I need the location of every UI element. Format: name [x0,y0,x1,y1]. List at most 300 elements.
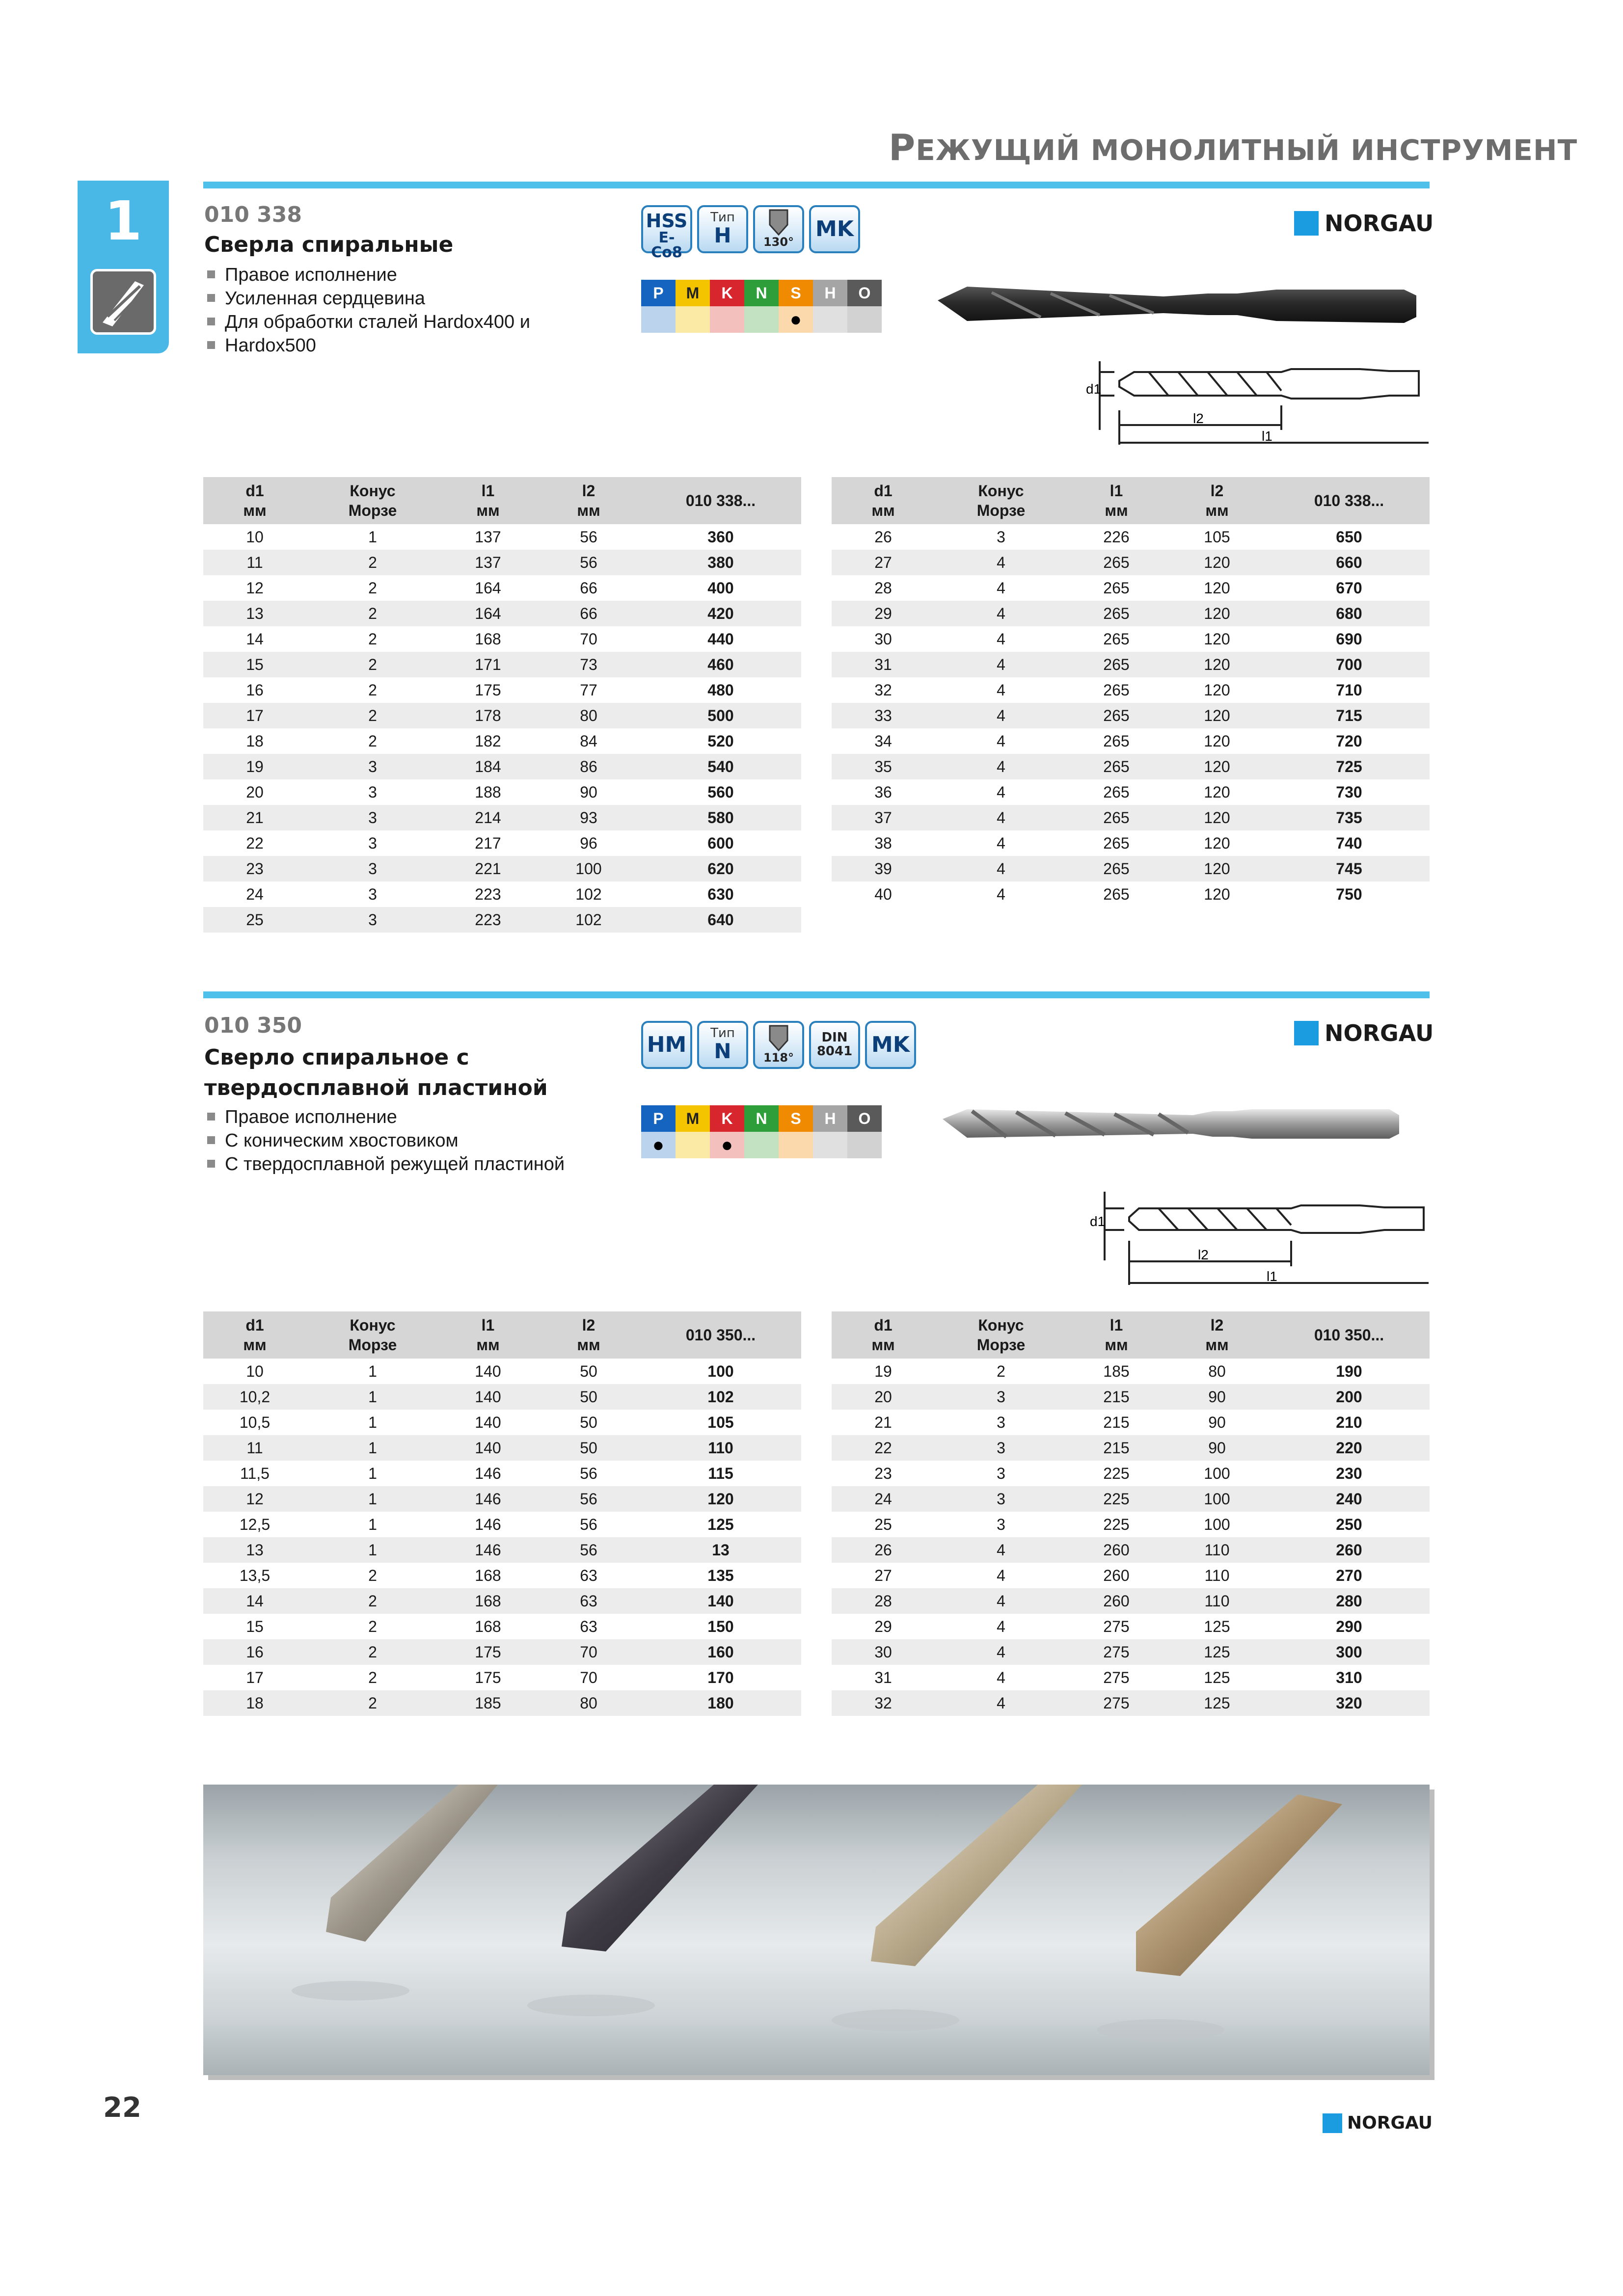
brand-square-icon [1323,2113,1342,2133]
cone-cell: 4 [997,885,1005,903]
l1-cell: 265 [1103,732,1130,750]
article-cell: 260 [1269,1537,1430,1563]
cone-cell: 1 [368,1464,377,1482]
d1-cell: 29 [832,601,935,626]
l1-cell: 137 [439,550,537,575]
l1-cell: 265 [1067,754,1165,779]
spec-table-right: d1 мм Конус Морзе l1 мм l2 мм 010 338... 26 3 226 105 650 27 4 265 120 660 28 4 265 120 670 29 4 265 120 680 30 4 265 120 690 31 4 265 120 700 32 4 265 120 710 33 4 265 120 715 34 4 265 120 720 35 4 265 120 725 36 4 265 120 730 37 4 265 120 735 38 4 265 120 740 39 4 265 120 745 40 4 265 120 750 [832,477,1430,907]
l2-cell: 125 [1204,1617,1230,1635]
iso-material-table [641,1105,882,1158]
cone-cell: 4 [997,732,1005,750]
article-cell: 520 [707,732,734,750]
l2-cell: 125 [1165,1690,1269,1716]
article-cell: 540 [640,754,801,779]
l1-cell: 188 [475,783,501,801]
table-row [203,601,801,626]
cone-cell: 2 [368,1617,377,1635]
l2-cell: 56 [580,528,597,546]
iso-H: H [813,280,847,306]
cone-cell: 4 [935,1537,1067,1563]
table-row [832,1384,1430,1410]
l2-cell: 120 [1204,630,1230,648]
l2-cell: 102 [537,907,640,933]
l2-cell: 100 [1204,1464,1230,1482]
table-row [203,1461,801,1486]
table-row [203,856,801,881]
l2-cell: 50 [580,1413,597,1431]
l2-cell: 120 [1165,652,1269,677]
d1-cell: 11 [203,550,306,575]
cone-cell: 1 [306,1537,439,1563]
d1-cell: 28 [832,1588,935,1614]
cone-cell: 3 [935,1435,1067,1461]
table-row [203,728,801,754]
l2-cell: 120 [1204,579,1230,597]
d1-cell: 19 [874,1362,892,1380]
table-row [203,550,801,575]
d1-cell: 21 [203,805,306,830]
table-body [832,524,1430,907]
table-body [203,524,801,933]
article-cell: 115 [708,1464,733,1482]
article-cell: 730 [1336,783,1362,801]
l2-label: l2 [1193,411,1204,426]
table-row [203,524,801,550]
table-row [203,830,801,856]
l2-cell: 93 [537,805,640,830]
iso-mark-O [847,306,882,333]
table-row [832,779,1430,805]
d1-cell: 17 [246,1668,264,1686]
l2-cell: 90 [1165,1435,1269,1461]
table-row [832,1614,1430,1639]
l2-cell: 56 [537,1486,640,1512]
table-row [203,1614,801,1639]
iso-M: M [676,1105,710,1132]
brand-logo: NORGAU [1294,1019,1432,1046]
cone-cell: 3 [997,1464,1005,1482]
table-row [832,652,1430,677]
l2-cell: 120 [1165,703,1269,728]
l1-cell: 265 [1067,550,1165,575]
article-cell: 670 [1336,579,1362,597]
cone-cell: 2 [306,550,439,575]
l1-cell: 164 [439,601,537,626]
article-cell: 240 [1269,1486,1430,1512]
d1-cell: 11 [203,1435,306,1461]
d1-cell: 10,2 [203,1384,306,1410]
shank-badge: MK [809,205,860,253]
table-body [832,1359,1430,1716]
l1-cell: 225 [1067,1486,1165,1512]
cone-cell: 4 [935,754,1067,779]
d1-cell: 23 [874,1464,892,1482]
l1-cell: 215 [1067,1435,1165,1461]
l1-cell: 184 [439,754,537,779]
cone-cell: 4 [997,630,1005,648]
iso-mark-M [676,1132,710,1158]
brand-logo: NORGAU [1294,209,1432,237]
article-cell: 150 [707,1617,734,1635]
l1-cell: 175 [475,1668,501,1686]
table-row [203,1512,801,1537]
cone-cell: 3 [368,885,377,903]
product-image [938,1090,1434,1158]
article-cell: 710 [1336,681,1362,699]
d1-cell: 11,5 [240,1464,270,1482]
l2-cell: 80 [1208,1362,1226,1380]
d1-cell: 18 [203,1690,306,1716]
l1-cell: 185 [439,1690,537,1716]
article-cell: 125 [707,1515,734,1533]
l1-cell: 225 [1103,1464,1130,1482]
iso-mark-P: ● [641,1132,676,1158]
table-row [203,1639,801,1665]
iso-N: N [744,280,779,306]
iso-H: H [813,1105,847,1132]
l1-cell: 185 [1103,1362,1130,1380]
feature-list [205,1105,647,1176]
l1-cell: 265 [1103,783,1130,801]
l1-cell: 221 [439,856,537,881]
table-row [203,652,801,677]
spec-table-left: d1 мм Конус Морзе l1 мм l2 мм 010 350... 10 1 140 50 100 10,2 1 140 50 102 10,5 1 140 50 105 11 1 140 50 110 11,5 1 146 56 115 12 1 146 56 120 12,5 1 146 56 125 13 1 146 56 13 13,5 2 168 63 135 14 2 168 63 140 15 2 168 63 150 16 2 175 70 160 17 2 175 70 170 18 2 185 80 180 [203,1311,801,1716]
l1-cell: 214 [439,805,537,830]
article-cell: 560 [707,783,734,801]
d1-cell: 19 [203,754,306,779]
cone-cell: 4 [935,856,1067,881]
d1-cell: 18 [246,732,264,750]
d1-cell: 12 [203,1486,306,1512]
l1-cell: 140 [439,1435,537,1461]
cone-cell: 3 [306,907,439,933]
cone-cell: 4 [935,652,1067,677]
product-image [933,268,1434,342]
table-row [832,1359,1430,1384]
l1-cell: 217 [475,834,501,852]
cone-cell: 3 [997,1413,1005,1431]
article-cell: 220 [1269,1435,1430,1461]
cone-cell: 2 [306,601,439,626]
l1-cell: 225 [1103,1515,1130,1533]
cone-cell: 4 [997,783,1005,801]
brand-square-icon [1294,1021,1319,1045]
article-cell: 580 [640,805,801,830]
cone-cell: 3 [368,783,377,801]
article-cell: 320 [1269,1690,1430,1716]
d1-cell: 30 [874,630,892,648]
feature-item: С твердосплавной режущей пластиной [205,1152,647,1176]
l2-cell: 100 [1165,1486,1269,1512]
d1-cell: 35 [832,754,935,779]
d1-cell: 14 [203,1588,306,1614]
d1-cell: 26 [832,1537,935,1563]
feature-item: Для обработки сталей Hardox400 и [205,310,578,334]
iso-P: P [641,280,676,306]
l2-cell: 110 [1165,1537,1269,1563]
article-cell: 210 [1336,1413,1362,1431]
l1-cell: 168 [439,1588,537,1614]
cone-cell: 3 [306,805,439,830]
l1-cell: 265 [1103,885,1130,903]
l1-cell: 146 [475,1515,501,1533]
l2-cell: 120 [1204,681,1230,699]
table-row [203,1563,801,1588]
article-cell: 400 [707,579,734,597]
article-cell: 290 [1336,1617,1362,1635]
d1-cell: 22 [246,834,264,852]
cone-cell: 1 [368,528,377,546]
material-badge: HM [641,1021,692,1069]
table-row [832,524,1430,550]
drill-bits-photo [203,1785,1430,2075]
article-cell: 500 [640,703,801,728]
table-row [832,1563,1430,1588]
l1-cell: 275 [1103,1668,1130,1686]
l2-cell: 96 [580,834,597,852]
material-badge: HSS E-Co8 [641,205,692,253]
drill-point-icon [755,1024,802,1053]
page-number: 22 [103,2092,141,2124]
article-cell: 190 [1336,1362,1362,1380]
l2-cell: 56 [580,1515,597,1533]
l2-cell: 90 [1165,1384,1269,1410]
section-rule [203,991,1430,998]
l2-cell: 120 [1204,834,1230,852]
article-cell: 280 [1269,1588,1430,1614]
table-row [832,550,1430,575]
l1-cell: 140 [439,1384,537,1410]
cone-cell: 3 [935,1486,1067,1512]
l2-cell: 70 [580,1668,597,1686]
d1-cell: 20 [246,783,264,801]
iso-mark-H [813,306,847,333]
cone-cell: 3 [306,754,439,779]
d1-cell: 31 [832,652,935,677]
cone-cell: 3 [935,1384,1067,1410]
point-angle-badge: 118° [753,1021,804,1069]
table-row [832,1665,1430,1690]
iso-mark-K: ● [710,1132,744,1158]
table-row [832,1486,1430,1512]
iso-mark-N [744,306,779,333]
d1-label: d1 [1086,381,1102,397]
cone-cell: 3 [997,1515,1005,1533]
d1-cell: 21 [874,1413,892,1431]
d1-cell: 23 [203,856,306,881]
table-row [203,1665,801,1690]
l1-cell: 265 [1067,856,1165,881]
article-cell: 230 [1336,1464,1362,1482]
l2-cell: 110 [1165,1588,1269,1614]
l1-cell: 265 [1067,805,1165,830]
iso-mark-H [813,1132,847,1158]
l2-cell: 70 [537,1639,640,1665]
iso-O: O [847,1105,882,1132]
article-cell: 715 [1269,703,1430,728]
iso-mark-K [710,306,744,333]
l1-cell: 260 [1103,1566,1130,1584]
d1-cell: 16 [203,1639,306,1665]
article-cell: 120 [640,1486,801,1512]
l1-cell: 223 [439,907,537,933]
d1-cell: 27 [874,1566,892,1584]
l1-cell: 265 [1067,652,1165,677]
l2-cell: 120 [1165,805,1269,830]
d1-cell: 37 [832,805,935,830]
cone-cell: 2 [368,732,377,750]
cone-cell: 2 [368,630,377,648]
table-row [832,575,1430,601]
l2-cell: 80 [537,1690,640,1716]
article-cell: 740 [1336,834,1362,852]
point-angle-badge: 130° [753,205,804,253]
table-row [203,1384,801,1410]
article-cell: 600 [707,834,734,852]
article-cell: 310 [1336,1668,1362,1686]
article-cell: 690 [1336,630,1362,648]
l1-cell: 146 [475,1464,501,1482]
l2-cell: 63 [580,1617,597,1635]
iso-K: K [710,280,744,306]
l2-cell: 120 [1204,783,1230,801]
l1-cell: 260 [1067,1588,1165,1614]
cone-cell: 4 [935,601,1067,626]
table-row [832,856,1430,881]
d1-cell: 28 [874,579,892,597]
table-row [203,626,801,652]
cone-cell: 2 [368,1566,377,1584]
l1-cell: 164 [475,579,501,597]
spec-table-right: d1 мм Конус Морзе l1 мм l2 мм 010 350... 19 2 185 80 190 20 3 215 90 200 21 3 215 90 210 22 3 215 90 220 23 3 225 100 230 24 3 225 100 240 25 3 225 100 250 26 4 260 110 260 27 4 260 110 270 28 4 260 110 280 29 4 275 125 290 30 4 275 125 300 31 4 275 125 310 32 4 275 125 320 [832,1311,1430,1716]
table-row [832,805,1430,830]
l1-label: l1 [1267,1269,1277,1284]
chapter-tab [78,181,169,353]
l2-cell: 120 [1165,550,1269,575]
cone-cell: 3 [306,856,439,881]
din-badge: DIN 8041 [809,1021,860,1069]
technical-drawing [1085,351,1434,454]
article-cell: 750 [1336,885,1362,903]
d1-cell: 10,5 [239,1413,270,1431]
d1-cell: 24 [832,1486,935,1512]
table-body [203,1359,801,1716]
article-cell: 170 [707,1668,734,1686]
l1-cell: 168 [475,630,501,648]
l1-cell: 168 [475,1566,501,1584]
d1-cell: 33 [832,703,935,728]
l2-cell: 63 [537,1588,640,1614]
feature-item: С коническим хвостовиком [205,1129,647,1152]
l2-cell: 73 [537,652,640,677]
table-row [203,805,801,830]
article-cell: 200 [1269,1384,1430,1410]
table-row [832,1588,1430,1614]
l1-cell: 265 [1103,681,1130,699]
d1-label: d1 [1090,1214,1106,1229]
article-cell: 680 [1269,601,1430,626]
l1-cell: 182 [475,732,501,750]
d1-cell: 29 [874,1617,892,1635]
d1-cell: 10 [246,528,264,546]
cone-cell: 1 [306,1486,439,1512]
table-row [832,1639,1430,1665]
technical-drawing [1085,1187,1434,1295]
cone-cell: 4 [935,1588,1067,1614]
iso-K: K [710,1105,744,1132]
l2-cell: 50 [537,1384,640,1410]
l2-cell: 102 [575,885,602,903]
iso-mark-S [779,1132,813,1158]
l2-cell: 90 [580,783,597,801]
l2-cell: 70 [580,630,597,648]
product-code: 010 350 [204,1013,302,1038]
cone-cell: 1 [306,1384,439,1410]
article-cell: 300 [1269,1639,1430,1665]
table-row [203,575,801,601]
article-cell: 100 [707,1362,734,1380]
iso-P: P [641,1105,676,1132]
cone-cell: 4 [997,579,1005,597]
article-cell: 460 [640,652,801,677]
cone-cell: 3 [368,834,377,852]
article-cell: 360 [707,528,734,546]
article-cell: 105 [707,1413,734,1431]
type-badge: Тип H [697,205,748,253]
article-cell: 640 [640,907,801,933]
l2-cell: 125 [1165,1639,1269,1665]
d1-cell: 32 [832,1690,935,1716]
d1-cell: 24 [246,885,264,903]
article-cell: 13 [640,1537,801,1563]
table-row [832,728,1430,754]
article-cell: 110 [640,1435,801,1461]
cone-cell: 2 [306,652,439,677]
iso-material-table [641,280,882,333]
table-row [203,703,801,728]
d1-cell: 31 [874,1668,892,1686]
l1-cell: 275 [1067,1639,1165,1665]
d1-cell: 15 [246,1617,264,1635]
l2-cell: 66 [580,579,597,597]
l1-cell: 215 [1103,1413,1130,1431]
d1-cell: 38 [874,834,892,852]
cone-cell: 3 [997,528,1005,546]
feature-list [205,263,578,357]
l1-cell: 137 [475,528,501,546]
top-rule [203,182,1430,188]
l1-cell: 171 [439,652,537,677]
cone-cell: 4 [935,550,1067,575]
iso-mark-O [847,1132,882,1158]
d1-cell: 39 [832,856,935,881]
spec-table-left: d1 мм Конус Морзе l1 мм l2 мм 010 338... 10 1 137 56 360 11 2 137 56 380 12 2 164 66 400 13 2 164 66 420 14 2 168 70 440 15 2 171 73 460 16 2 175 77 480 17 2 178 80 500 18 2 182 84 520 19 3 184 86 540 20 3 188 90 560 21 3 214 93 580 22 3 217 96 600 23 3 221 100 620 24 3 223 102 630 25 3 223 102 640 [203,477,801,933]
feature-item: Усиленная сердцевина [205,287,578,310]
l2-cell: 105 [1204,528,1230,546]
table-row [203,779,801,805]
iso-mark-P [641,306,676,333]
table-row [203,1410,801,1435]
d1-cell: 16 [246,681,264,699]
table-row [832,1512,1430,1537]
d1-cell: 34 [874,732,892,750]
iso-S: S [779,280,813,306]
l2-cell: 120 [1165,856,1269,881]
table-row [832,1410,1430,1435]
article-cell: 630 [707,885,734,903]
cone-cell: 1 [368,1362,377,1380]
table-row [203,754,801,779]
